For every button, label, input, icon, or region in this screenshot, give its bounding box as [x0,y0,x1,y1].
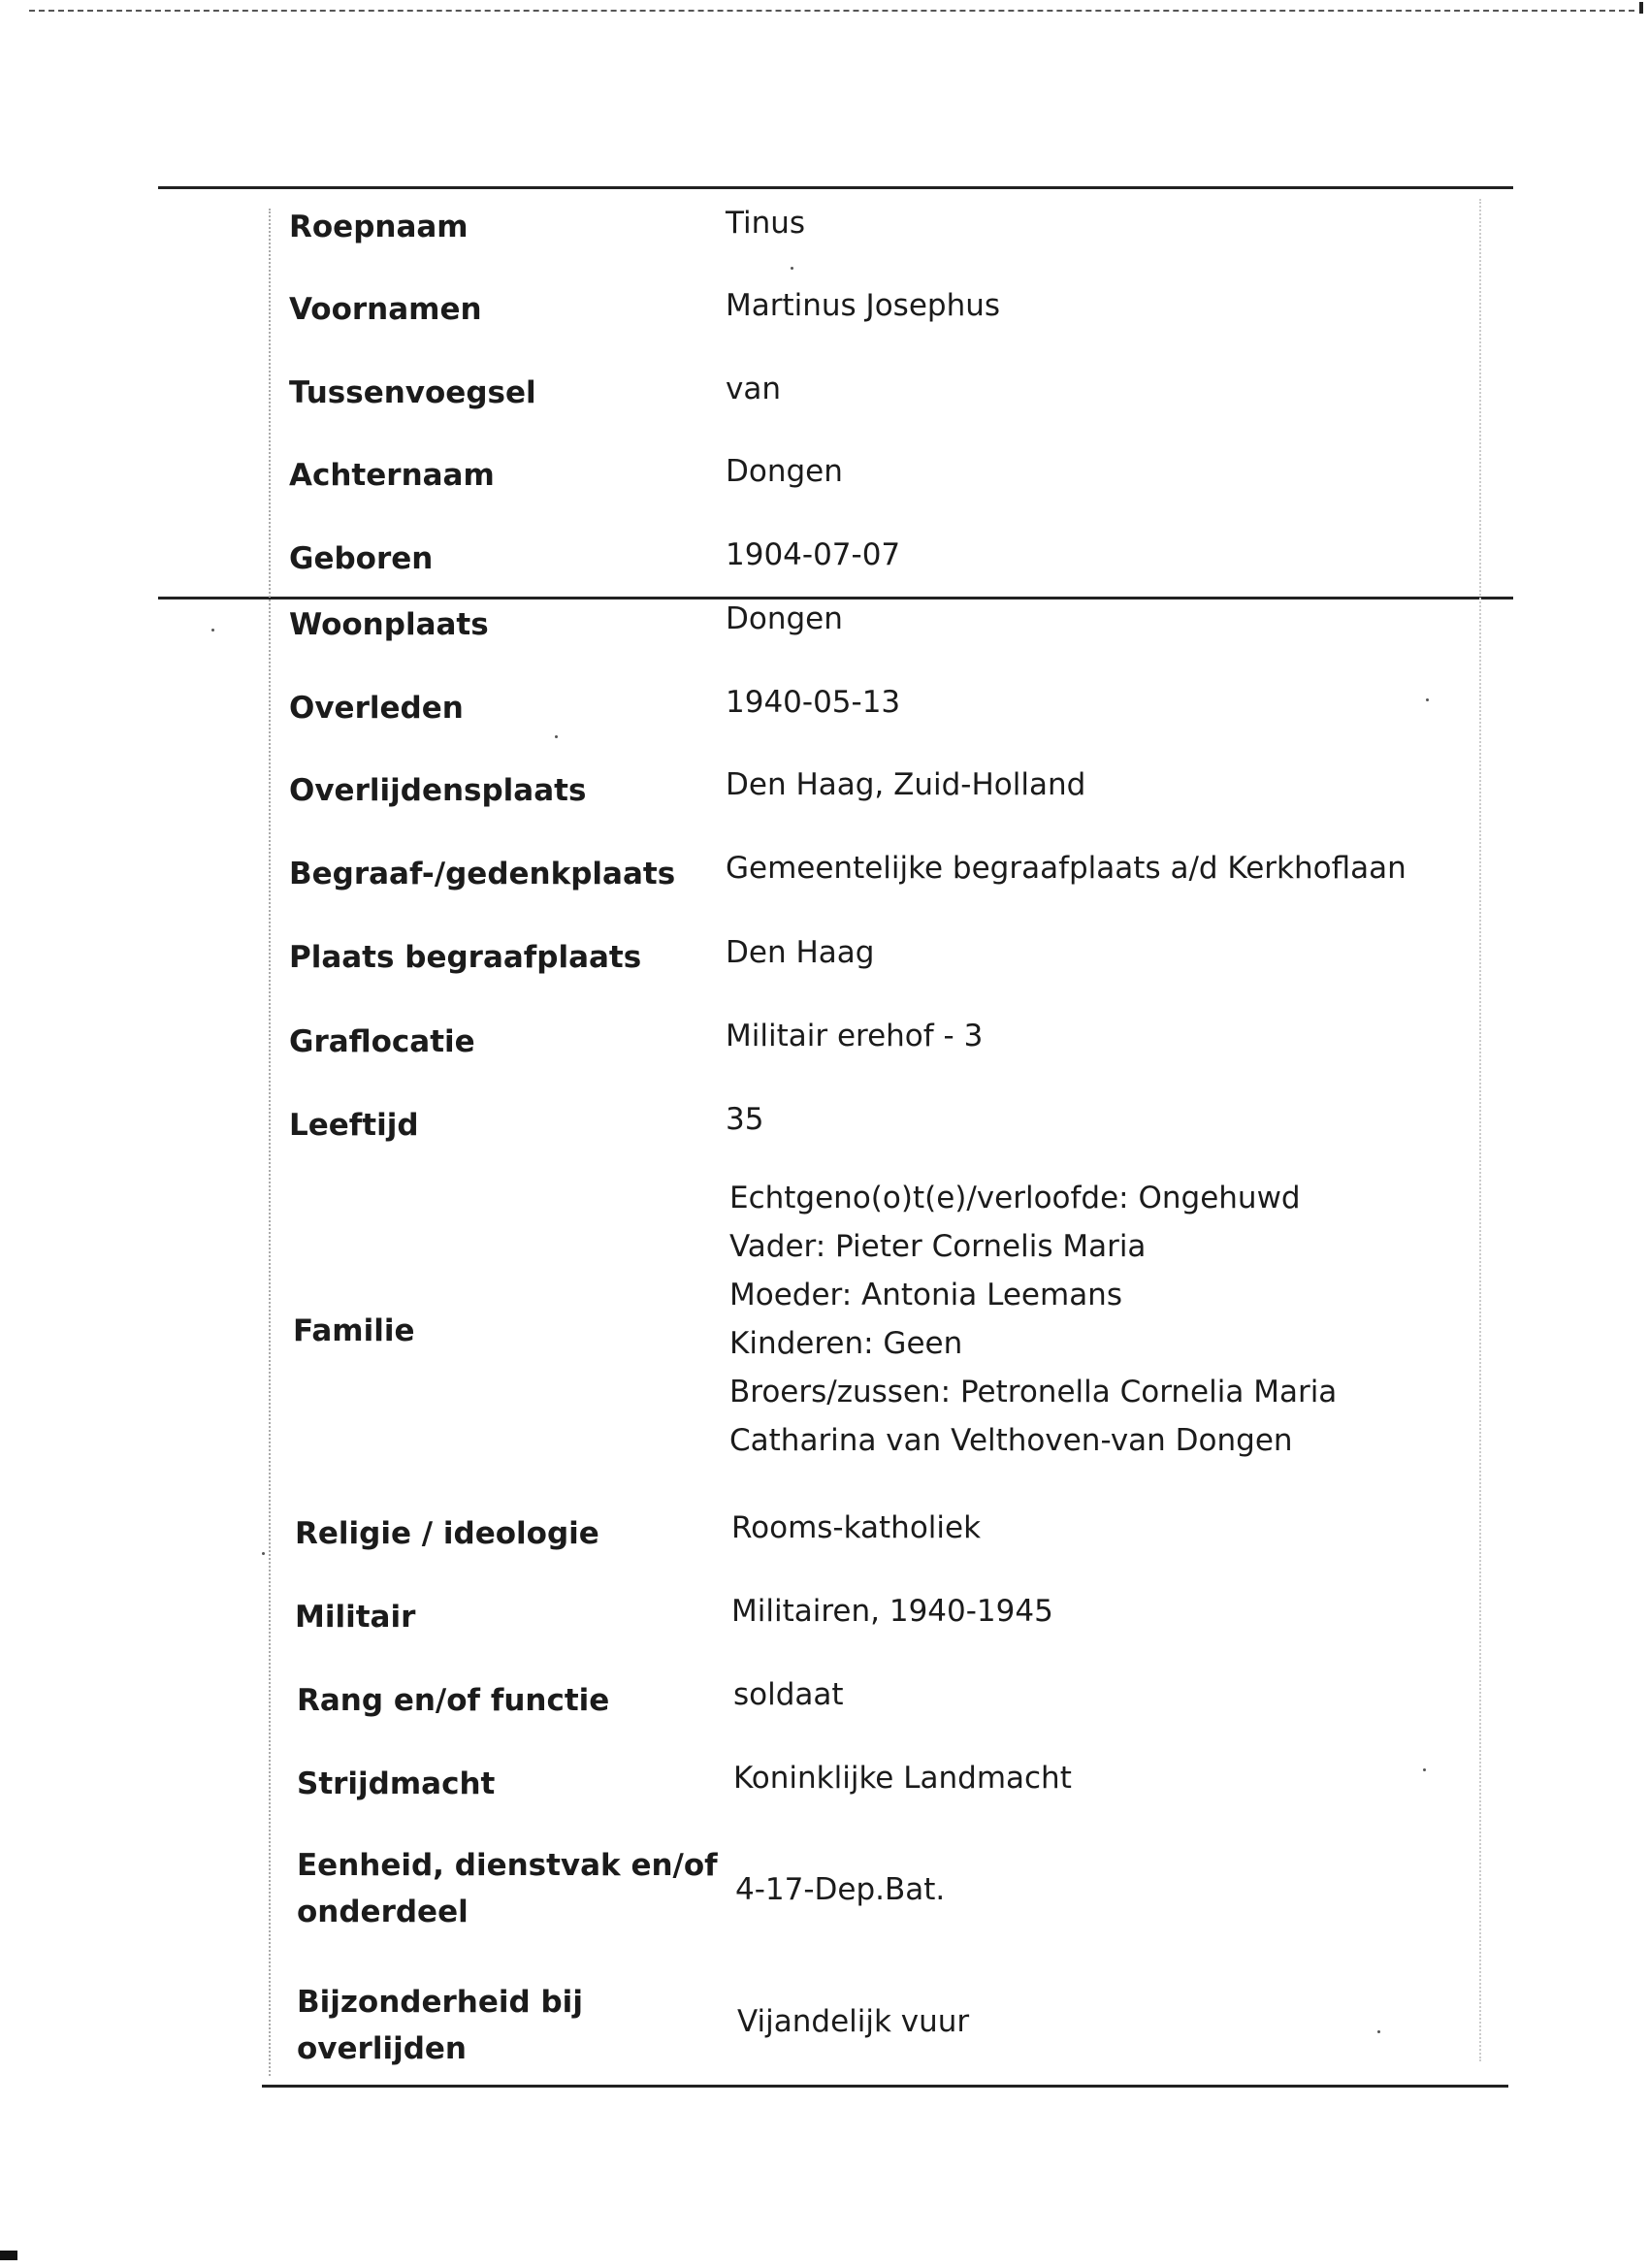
value-religie: Rooms-katholiek [731,1510,982,1545]
value-eenheid: 4-17-Dep.Bat. [735,1872,946,1907]
scan-corner-mark [1639,2,1643,14]
familie-line: Catharina van Velthoven-van Dongen [729,1423,1293,1458]
scan-edge-top [29,10,1634,12]
table-right-border [1479,199,1481,2061]
label-roepnaam: Roepnaam [289,210,469,244]
table-top-rule [158,186,1513,189]
scan-corner-mark-bottom [0,2251,17,2260]
scan-speck [262,1552,265,1555]
value-leeftijd: 35 [726,1102,764,1137]
scan-speck [555,735,558,738]
scan-speck [791,267,793,270]
value-begraafplaats: Gemeentelijke begraafplaats a/d Kerkhoflaan [726,851,1406,886]
value-plaats-begraafplaats: Den Haag [726,935,875,970]
label-achternaam: Achternaam [289,458,495,493]
label-voornamen: Voornamen [289,292,482,327]
label-overlijdensplaats: Overlijdensplaats [289,773,587,808]
value-tussenvoegsel: van [726,372,781,406]
label-rang: Rang en/of functie [297,1683,610,1718]
label-strijdmacht: Strijdmacht [297,1766,496,1801]
familie-line: Kinderen: Geen [729,1326,963,1361]
familie-line: Vader: Pieter Cornelis Maria [729,1229,1147,1264]
label-geboren: Geboren [289,541,434,576]
label-familie: Familie [293,1313,415,1348]
table-bottom-rule [262,2085,1508,2088]
label-overleden: Overleden [289,691,464,726]
value-graflocatie: Militair erehof - 3 [726,1019,984,1053]
label-militair: Militair [295,1600,416,1635]
value-voornamen: Martinus Josephus [726,288,1001,323]
value-bijzonderheid: Vijandelijk vuur [737,2004,970,2039]
scan-speck [1426,698,1429,701]
value-woonplaats: Dongen [726,601,843,636]
label-tussenvoegsel: Tussenvoegsel [289,375,536,410]
familie-line: Echtgeno(o)t(e)/verloofde: Ongehuwd [729,1181,1301,1215]
value-geboren: 1904-07-07 [726,537,901,572]
value-rang: soldaat [733,1677,844,1712]
label-religie: Religie / ideologie [295,1516,599,1551]
value-overlijdensplaats: Den Haag, Zuid-Holland [726,767,1086,802]
label-graflocatie: Graflocatie [289,1024,475,1059]
familie-line: Moeder: Antonia Leemans [729,1278,1122,1312]
value-roepnaam: Tinus [726,206,806,241]
value-overleden: 1940-05-13 [726,685,901,720]
scan-speck [1423,1768,1426,1771]
label-eenheid: Eenheid, dienstvak en/of onderdeel [297,1848,718,1929]
label-plaats-begraafplaats: Plaats begraafplaats [289,940,642,975]
label-leeftijd: Leeftijd [289,1108,419,1143]
scan-speck [1377,2030,1380,2033]
familie-details [729,1174,1337,1465]
value-militair: Militairen, 1940-1945 [731,1594,1053,1629]
label-bijzonderheid: Bijzonderheid bij overlijden [297,1985,583,2066]
label-begraafplaats: Begraaf-/gedenkplaats [289,857,676,891]
label-woonplaats: Woonplaats [289,607,489,642]
value-achternaam: Dongen [726,454,843,489]
familie-line: Broers/zussen: Petronella Cornelia Maria [729,1375,1338,1409]
value-strijdmacht: Koninklijke Landmacht [733,1761,1072,1796]
table-left-border [269,209,271,2076]
scan-speck [211,629,214,632]
